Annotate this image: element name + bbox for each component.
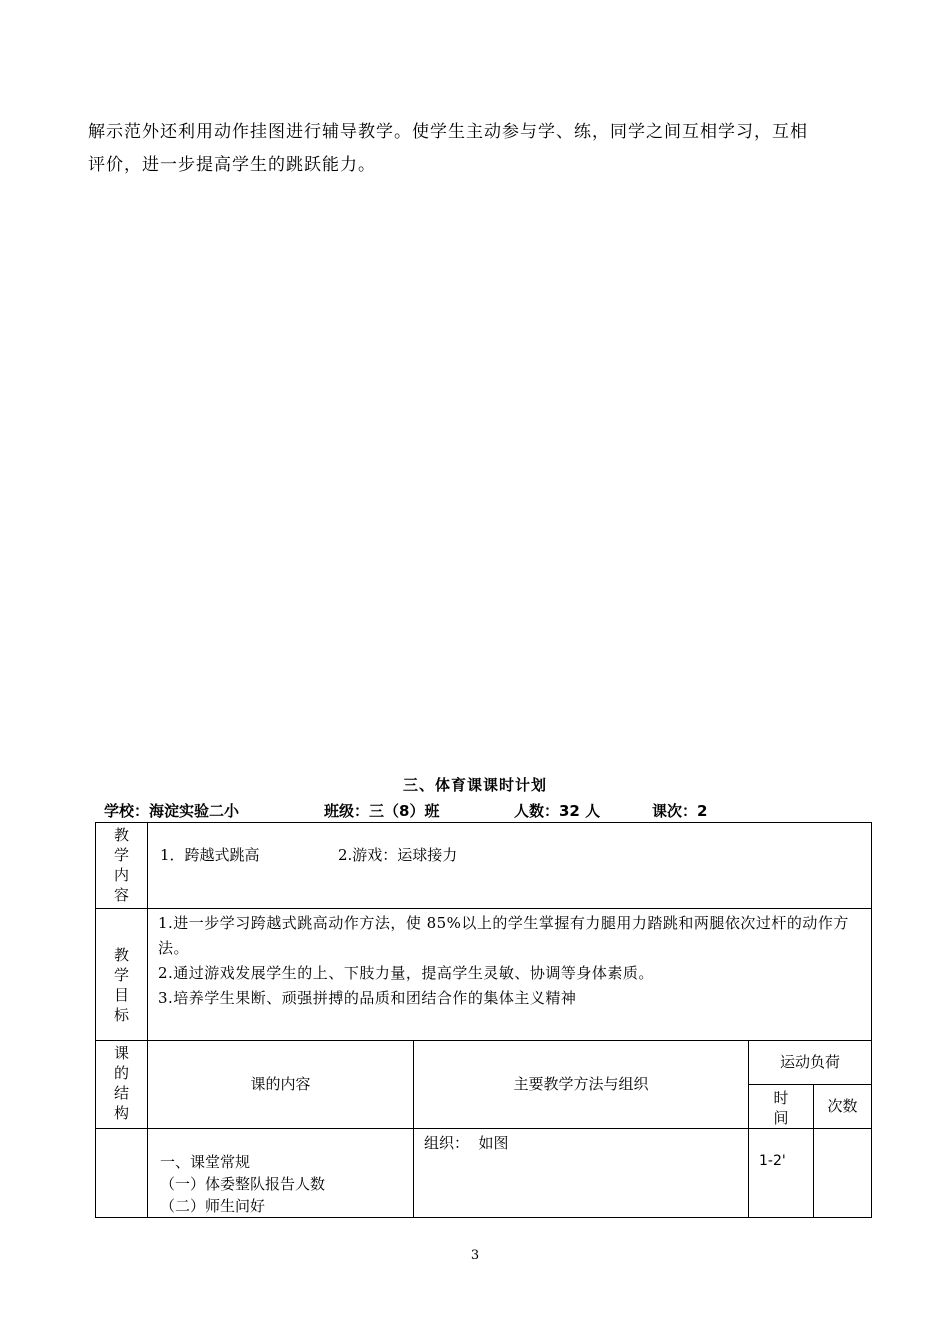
paragraph-line: 解示范外还利用动作挂图进行辅导教学。使学生主动参与学、练，同学之间互相学习，互相 [88, 122, 808, 142]
goal-item: 1.进一步学习跨越式跳高动作方法，使 85%以上的学生掌握有力腿用力踏跳和两腿依次过杆的动作方法。 [158, 914, 849, 957]
lesson-number-field: 课次：2 [652, 802, 708, 820]
lesson-plan-table [95, 822, 872, 1218]
section-title: 三、体育课课时计划 [402, 776, 547, 794]
teaching-content-row [96, 823, 872, 909]
goal-item: 2.通过游戏发展学生的上、下肢力量，提高学生灵敏、协调等身体素质。 [158, 964, 654, 982]
teaching-content-label: 教 学 内 容 [96, 823, 148, 909]
student-count-field: 人数：32 人 [514, 802, 601, 820]
content-item: 1．跨越式跳高 [160, 846, 260, 864]
goal-item: 3.培养学生果断、顽强拼搏的品质和团结合作的集体主义精神 [158, 989, 577, 1007]
lesson-structure-label: 课 的 结 构 [96, 1041, 148, 1129]
teaching-goal-cell [148, 909, 872, 1041]
intro-paragraph [88, 116, 868, 182]
routine-method-cell: 组织： 如图 [414, 1129, 749, 1218]
teaching-goal-label: 教 学 目 标 [96, 909, 148, 1041]
teaching-method-header: 主要教学方法与组织 [414, 1041, 749, 1129]
exercise-load-header: 运动负荷 [749, 1041, 872, 1085]
teaching-content-cell [148, 823, 872, 909]
structure-header-row [96, 1041, 872, 1085]
routine-time-cell: 1-2' [749, 1129, 814, 1218]
time-header: 时 间 [749, 1085, 814, 1129]
teaching-goal-row [96, 909, 872, 1041]
repetitions-header: 次数 [814, 1085, 872, 1129]
routine-content-cell [148, 1129, 414, 1218]
classroom-routine-row [96, 1129, 872, 1218]
routine-title: 一、课堂常规 [160, 1153, 251, 1171]
routine-step: （二）师生问好 [160, 1197, 266, 1215]
class-field: 班级：三（8）班 [324, 802, 440, 820]
routine-step: （一）体委整队报告人数 [160, 1175, 326, 1193]
routine-reps-cell [814, 1129, 872, 1218]
page-number: 3 [470, 1248, 480, 1263]
paragraph-line: 评价，进一步提高学生的跳跃能力。 [88, 155, 376, 175]
empty-label-cell [96, 1129, 148, 1218]
lesson-info-line [104, 800, 707, 821]
content-item: 2.游戏：运球接力 [338, 846, 458, 864]
lesson-content-header: 课的内容 [148, 1041, 414, 1129]
school-field: 学校：海淀实验二小 [104, 802, 240, 820]
